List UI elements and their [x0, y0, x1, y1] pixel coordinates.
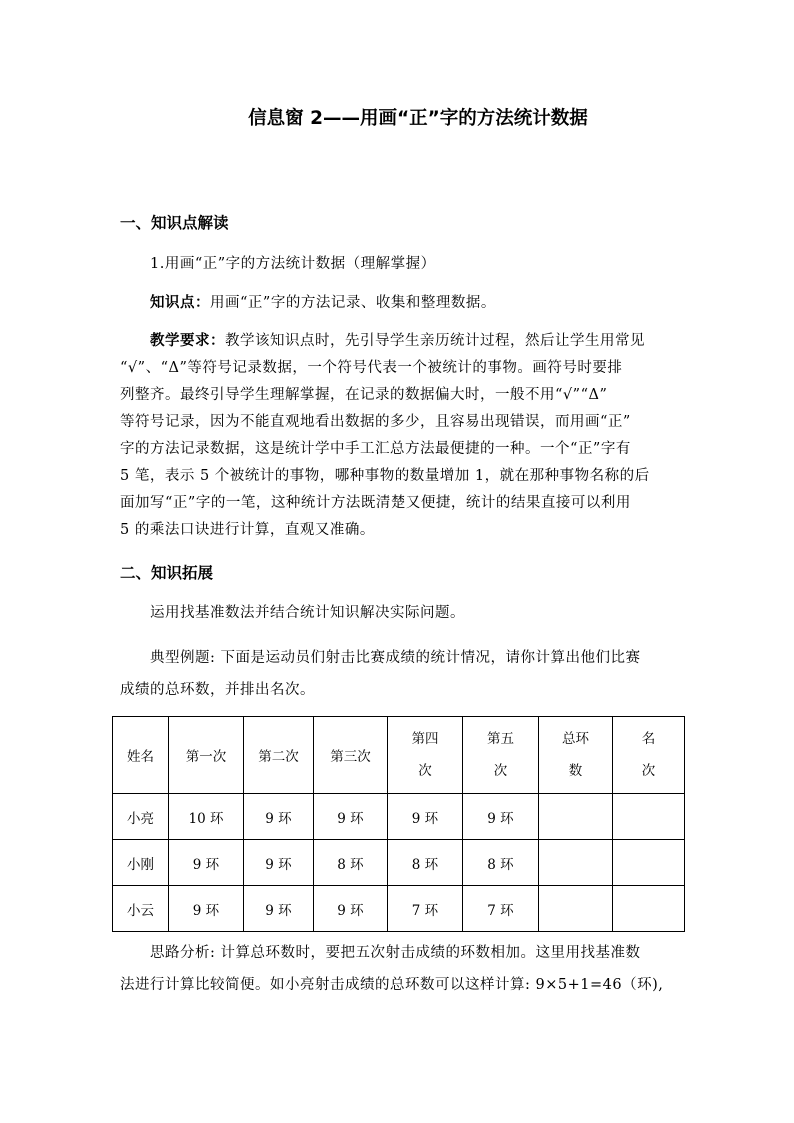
cell-rank — [613, 794, 685, 840]
cell-total — [539, 886, 613, 932]
table-header-row — [113, 717, 685, 794]
knowledge-text: 用画“正”字的方法记录、收集和整理数据。 — [210, 295, 496, 311]
teaching-line-7: 面加写“正”字的一笔，这种统计方法既清楚又便捷，统计的结果直接可以利用 — [120, 495, 631, 511]
cell-round-1: 9 环 — [169, 840, 244, 886]
cell-round-1: 10 环 — [169, 794, 244, 840]
cell-total — [539, 840, 613, 886]
cell-round-2: 9 环 — [244, 886, 314, 932]
teaching-line-8: 5 的乘法口诀进行计算，直观又准确。 — [120, 522, 375, 538]
cell-round-5: 8 环 — [463, 840, 539, 886]
cell-round-1: 9 环 — [169, 886, 244, 932]
analysis-line-1: 思路分析: 计算总环数时，要把五次射击成绩的环数相加。这里用找基准数 — [150, 945, 641, 961]
header-round-5-line2: 次 — [493, 763, 508, 779]
example-line-2: 成绩的总环数，并排出名次。 — [120, 682, 315, 698]
cell-round-2: 9 环 — [244, 840, 314, 886]
cell-round-3: 9 环 — [314, 794, 388, 840]
header-total-line1: 总环 — [562, 731, 589, 747]
header-total — [539, 717, 613, 794]
cell-round-2: 9 环 — [244, 794, 314, 840]
cell-round-5: 9 环 — [463, 794, 539, 840]
header-round-5-line1: 第五 — [487, 731, 514, 747]
cell-round-4: 9 环 — [388, 794, 463, 840]
knowledge-point-line — [150, 291, 496, 312]
table-row — [113, 794, 685, 840]
header-round-4 — [388, 717, 463, 794]
header-name: 姓名 — [113, 717, 169, 794]
teaching-line-3: 列整齐。最终引导学生理解掌握，在记录的数据偏大时，一般不用“√”“Δ” — [120, 387, 608, 403]
teaching-text-1: 教学该知识点时，先引导学生亲历统计过程，然后让学生用常见 — [225, 333, 645, 349]
teaching-line-2: “√”、“Δ”等符号记录数据，一个符号代表一个被统计的事物。画符号时要排 — [120, 360, 623, 376]
section-heading-2: 二、知识拓展 — [120, 564, 214, 582]
teaching-line-6: 5 笔，表示 5 个被统计的事物，哪种事物的数量增加 1，就在那种事物名称的后 — [120, 468, 650, 484]
cell-name: 小云 — [113, 886, 169, 932]
score-table — [112, 716, 685, 932]
cell-round-4: 8 环 — [388, 840, 463, 886]
header-round-5 — [463, 717, 539, 794]
knowledge-item: 1.用画“正”字的方法统计数据（理解掌握） — [150, 256, 436, 272]
header-rank-line2: 次 — [641, 763, 656, 779]
cell-total — [539, 794, 613, 840]
page-title: 信息窗 2——用画“正”字的方法统计数据 — [248, 108, 588, 129]
analysis-line-2: 法进行计算比较简便。如小亮射击成绩的总环数可以这样计算: 9×5+1=46（环), — [120, 977, 664, 993]
header-round-2: 第二次 — [244, 717, 314, 794]
header-round-4-line1: 第四 — [411, 731, 439, 747]
cell-name: 小刚 — [113, 840, 169, 886]
teaching-label: 教学要求： — [150, 333, 225, 349]
header-round-1: 第一次 — [169, 717, 244, 794]
header-rank — [613, 717, 685, 794]
header-total-line2: 数 — [568, 763, 583, 779]
header-round-3: 第三次 — [314, 717, 388, 794]
cell-name: 小亮 — [113, 794, 169, 840]
table-row — [113, 886, 685, 932]
header-rank-line1: 名 — [641, 731, 656, 747]
table-row — [113, 840, 685, 886]
example-line-1: 典型例题: 下面是运动员们射击比赛成绩的统计情况，请你计算出他们比赛 — [150, 650, 641, 666]
cell-round-3: 8 环 — [314, 840, 388, 886]
cell-rank — [613, 840, 685, 886]
cell-rank — [613, 886, 685, 932]
teaching-line-1 — [150, 329, 645, 350]
teaching-line-4: 等符号记录，因为不能直观地看出数据的多少，且容易出现错误，而用画“正” — [120, 414, 631, 430]
section-heading-1: 一、知识点解读 — [120, 214, 229, 232]
cell-round-4: 7 环 — [388, 886, 463, 932]
header-round-4-line2: 次 — [418, 763, 432, 779]
extension-intro: 运用找基准数法并结合统计知识解决实际问题。 — [150, 605, 465, 621]
cell-round-3: 9 环 — [314, 886, 388, 932]
cell-round-5: 7 环 — [463, 886, 539, 932]
teaching-line-5: 字的方法记录数据，这是统计学中手工汇总方法最便捷的一种。一个“正”字有 — [120, 441, 631, 457]
knowledge-label: 知识点： — [150, 295, 210, 311]
